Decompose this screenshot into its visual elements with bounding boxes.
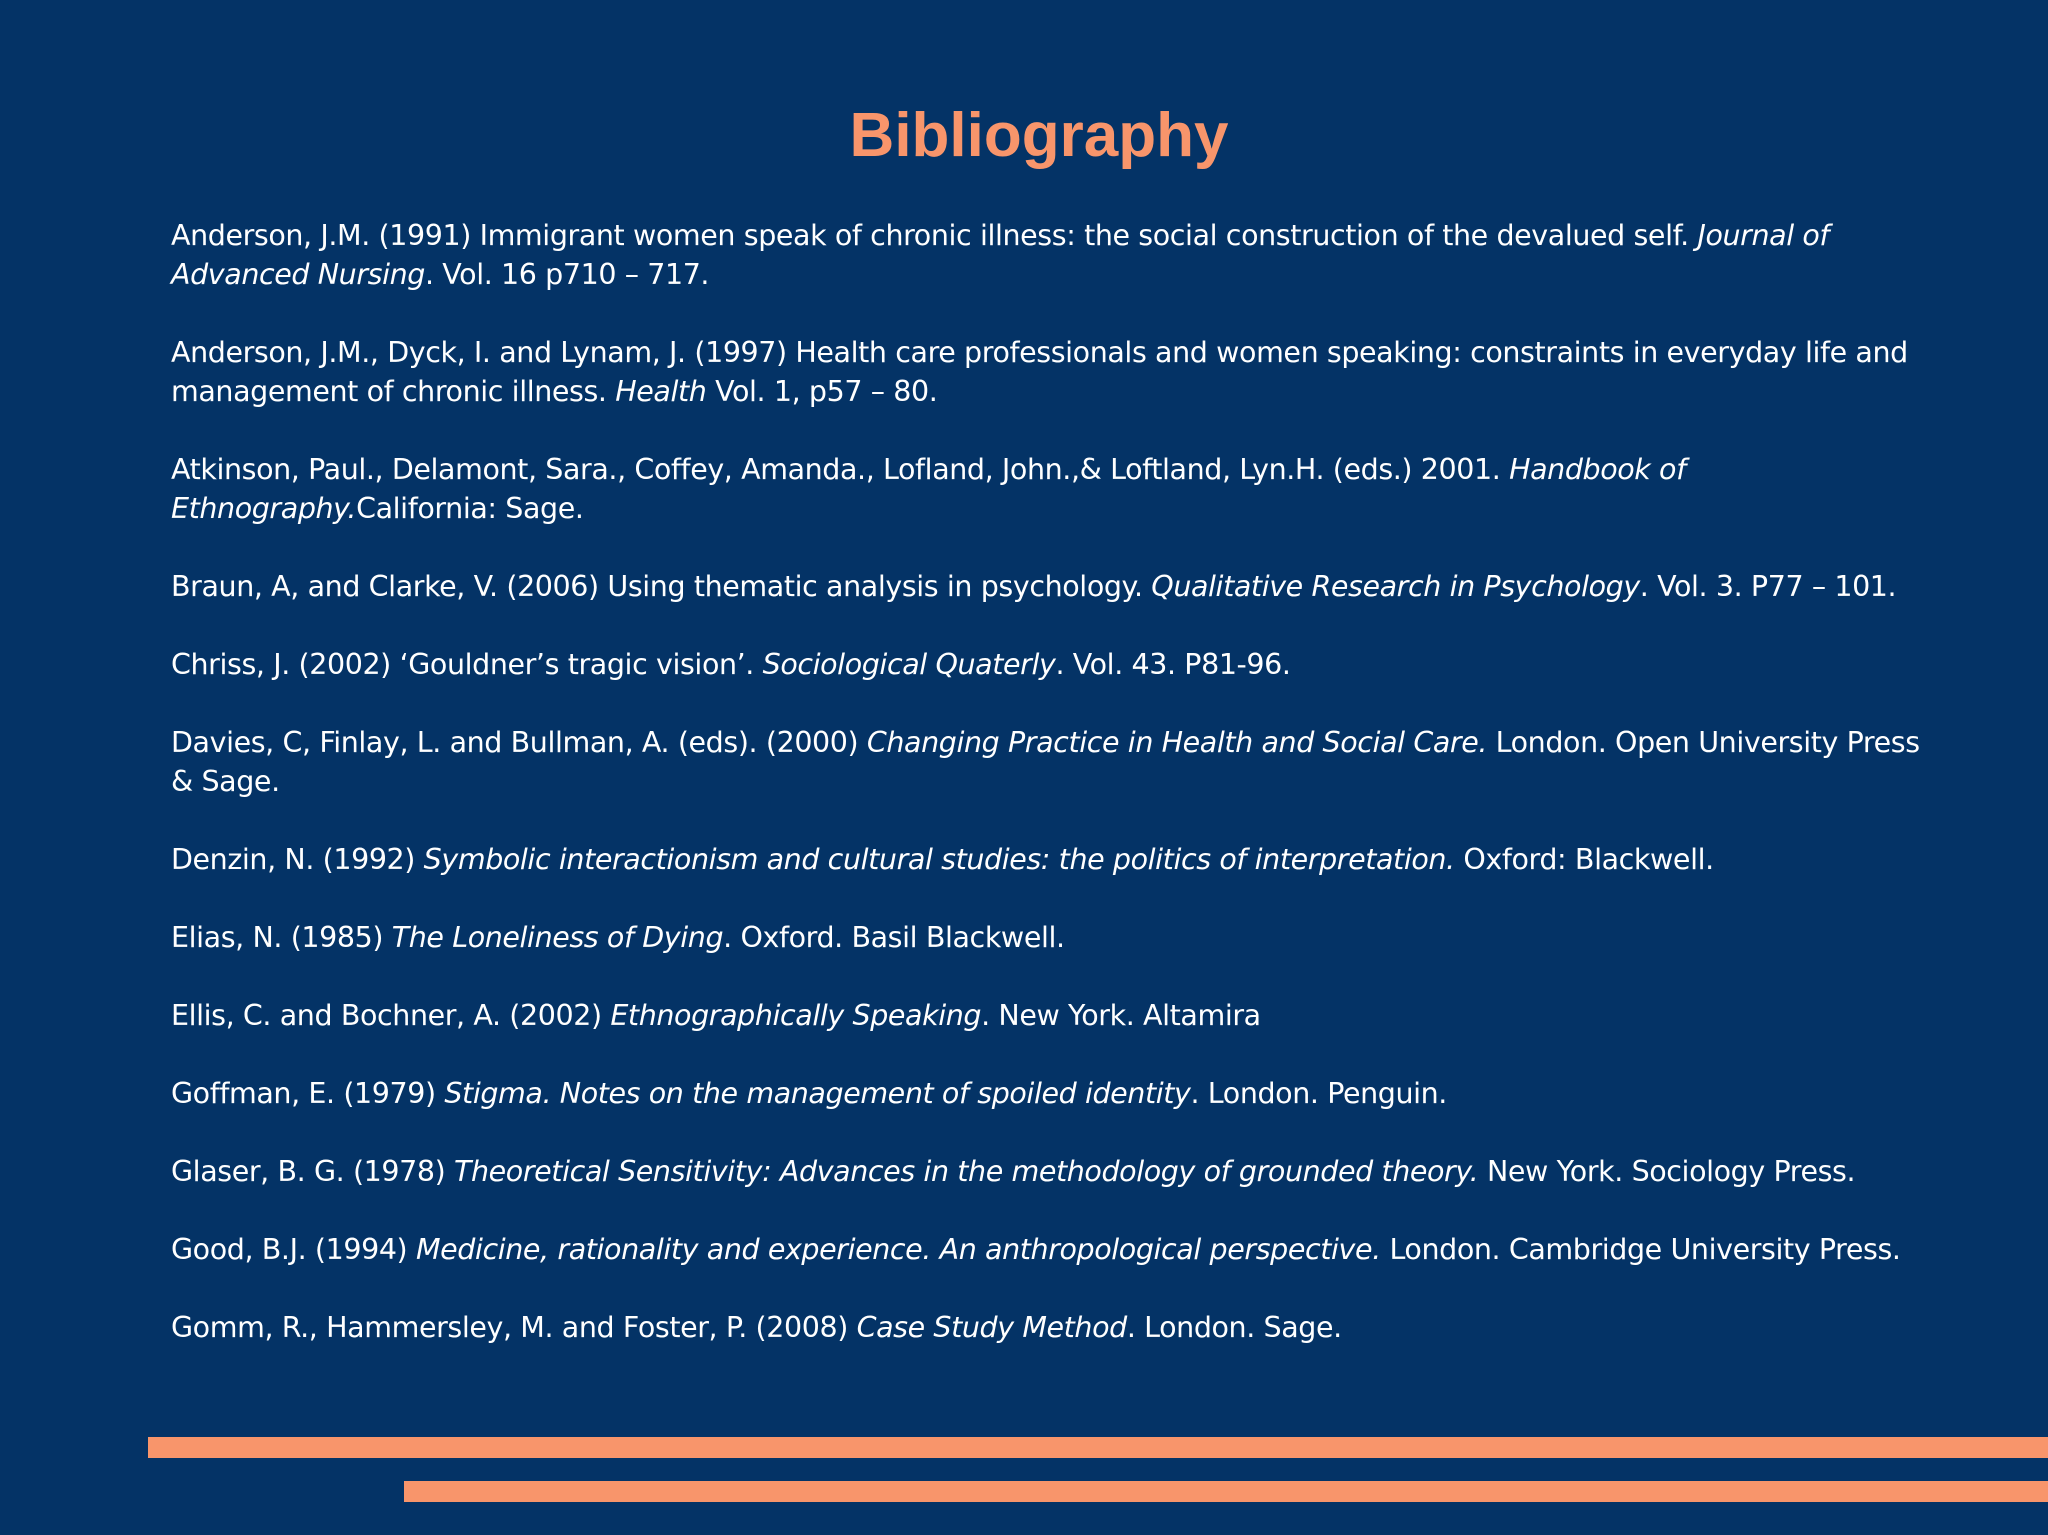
reference-title: Theoretical Sensitivity: Advances in the methodology of grounded theory.: [454, 1155, 1479, 1188]
reference-title: Stigma. Notes on the management of spoiled identity: [444, 1077, 1191, 1110]
reference-text: . London. Sage.: [1126, 1311, 1342, 1344]
bibliography-entry: [171, 840, 1943, 879]
reference-text: Elias, N. (1985): [171, 921, 392, 954]
reference-title: The Loneliness of Dying: [391, 921, 724, 954]
reference-text: Ellis, C. and Bochner, A. (2002): [171, 999, 611, 1032]
reference-text: Oxford: Blackwell.: [1454, 843, 1714, 876]
reference-title: Qualitative Research in Psychology: [1151, 570, 1640, 603]
reference-text: California: Sage.: [356, 492, 584, 525]
reference-text: Gomm, R., Hammersley, M. and Foster, P. (2008): [171, 1311, 857, 1344]
bibliography-entry: [171, 450, 1943, 528]
reference-title: Ethnographically Speaking: [610, 999, 982, 1032]
bibliography-entry: [171, 645, 1943, 684]
reference-title: Changing Practice in Health and Social Care.: [866, 726, 1487, 759]
reference-text: Davies, C, Finlay, L. and Bullman, A. (eds). (2000): [171, 726, 867, 759]
reference-text: Anderson, J.M. (1991) Immigrant women speak of chronic illness: the social construction of the devalued self.: [171, 219, 1698, 252]
reference-title: Sociological Quaterly: [762, 648, 1056, 681]
reference-text: . Vol. 16 p710 – 717.: [424, 258, 710, 291]
bibliography-list: [171, 216, 1943, 1386]
reference-text: Anderson, J.M., Dyck, I. and Lynam, J. (1997) Health care professionals and women speaking: constraints in everyday life and management of chronic illness.: [171, 336, 1908, 408]
bibliography-entry: [171, 216, 1943, 294]
bibliography-entry: [171, 1074, 1943, 1113]
reference-text: . Vol. 43. P81-96.: [1055, 648, 1291, 681]
reference-text: . Oxford. Basil Blackwell.: [723, 921, 1065, 954]
reference-title: Medicine, rationality and experience. An anthropological perspective.: [415, 1233, 1381, 1266]
reference-text: Vol. 1, p57 – 80.: [706, 375, 938, 408]
bibliography-entry: [171, 567, 1943, 606]
slide-title: Bibliography: [849, 101, 1229, 170]
bibliography-entry: [171, 1308, 1943, 1347]
reference-text: Goffman, E. (1979): [171, 1077, 445, 1110]
reference-title: Journal of Advanced Nursing: [171, 219, 1830, 291]
accent-bar-upper: [148, 1437, 2048, 1458]
accent-bar-lower: [404, 1481, 2048, 1502]
reference-text: London. Open University Press & Sage.: [171, 726, 1920, 798]
bibliography-entry: [171, 996, 1943, 1035]
reference-title: Symbolic interactionism and cultural studies: the politics of interpretation.: [423, 843, 1455, 876]
reference-text: Glaser, B. G. (1978): [171, 1155, 454, 1188]
bibliography-entry: [171, 1152, 1943, 1191]
reference-title: Case Study Method: [856, 1311, 1127, 1344]
reference-text: Denzin, N. (1992): [171, 843, 424, 876]
reference-text: . New York. Altamira: [981, 999, 1261, 1032]
bibliography-entry: [171, 723, 1943, 801]
reference-text: Atkinson, Paul., Delamont, Sara., Coffey, Amanda., Lofland, John.,& Loftland, Lyn.H. (eds.) 2001.: [171, 453, 1510, 486]
reference-text: London. Cambridge University Press.: [1380, 1233, 1901, 1266]
reference-text: Braun, A, and Clarke, V. (2006) Using thematic analysis in psychology.: [171, 570, 1152, 603]
reference-title: Health: [615, 375, 707, 408]
reference-text: . Vol. 3. P77 – 101.: [1639, 570, 1897, 603]
reference-text: Chriss, J. (2002) ‘Gouldner’s tragic vision’.: [171, 648, 763, 681]
reference-text: . London. Penguin.: [1190, 1077, 1447, 1110]
bibliography-entry: [171, 333, 1943, 411]
reference-title: Handbook of Ethnography.: [171, 453, 1686, 525]
bibliography-entry: [171, 1230, 1943, 1269]
bibliography-entry: [171, 918, 1943, 957]
reference-text: New York. Sociology Press.: [1478, 1155, 1856, 1188]
reference-text: Good, B.J. (1994): [171, 1233, 416, 1266]
